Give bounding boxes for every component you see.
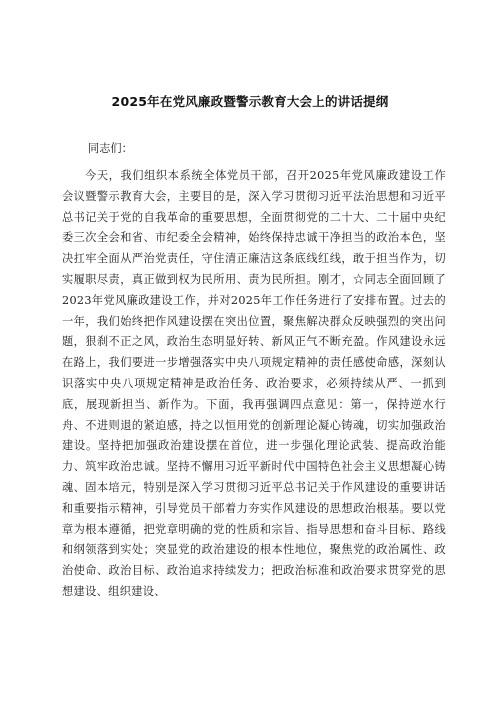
salutation: 同志们： bbox=[88, 142, 133, 155]
body-paragraph: 今天，我们组织本系统全体党员干部，召开2025年党风廉政建设工作会议暨警示教育大会，主要目的是，深入学习贯彻习近平法治思想和习近平总书记关于党的自我革命的重要思想，全面贯彻党的二十大、二十届中央纪委三次全会和省、市纪委全会精神，始终保持忠诚干净担当的政治本色，坚决扛牢全面从严治党责任，守住清正廉洁这条底线红线，敢于担当作为，切实履职尽责，真正做到权为民所用、责为民所担。刚才，☆同志全面回顾了2023年党风廉政建设工作，并对2025年工作任务进行了安排布置。过去的一年，我们始终把作风建设摆在突出位置，聚焦解决群众反映强烈的突出问题，狠刹不正之风，政治生态明显好转、新风正气不断充盈。作风建设永远在路上，我们要进一步增强落实中央八项规定精神的责任感使命感，深刻认识落实中央八项规定精神是政治任务、政治要求，必须持续从严、一抓到底，展现新担当、新作为。下面，我再强调四点意见：第一，保持逆水行舟、不进则退的紧迫感，持之以恒用党的创新理论凝心铸魂，切实加强政治建设。坚持把加强政治建设摆在首位，进一步强化理论武装、提高政治能力、筑牢政治忠诚。坚持不懈用习近平新时代中国特色社会主义思想凝心铸魂、固本培元，特别是深入学习贯彻习近平总书记关于作风建设的重要讲话和重要指示精神，引导党员干部着力夯实作风建设的思想政治根基。要以党章为根本遵循，把党章明确的党的性质和宗旨、指导思想和奋斗目标、路线和纲领落到实处；突显党的政治建设的根本性地位，聚焦党的政治属性、政治使命、政治目标、政治追求持续发力；把政治标准和政治要求贯穿党的思想建设、组织建设、 bbox=[62, 169, 446, 598]
document-title: 2025年在党风廉政暨警示教育大会上的讲话提纲 bbox=[111, 94, 389, 109]
